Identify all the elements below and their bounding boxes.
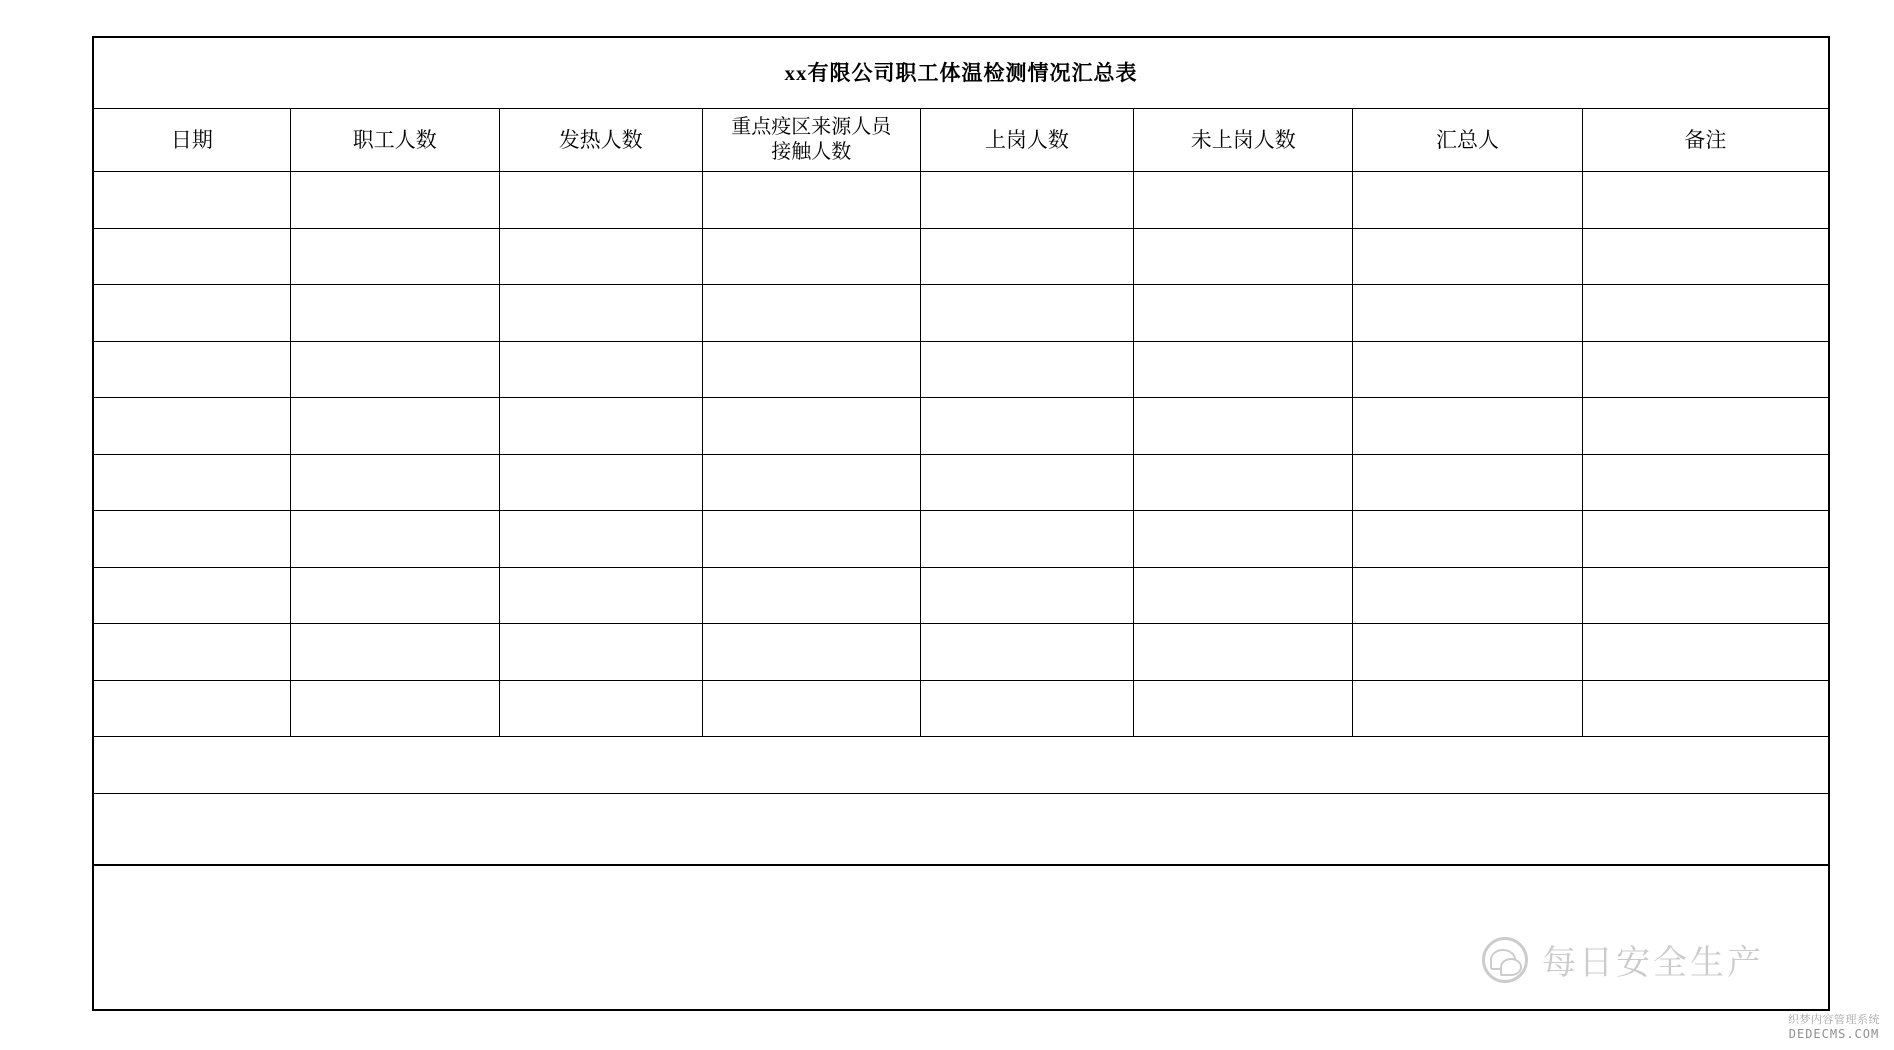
cell-off-duty-count[interactable] bbox=[1134, 624, 1353, 681]
footer-signature-area[interactable] bbox=[93, 794, 1829, 866]
cell-remarks[interactable] bbox=[1582, 228, 1829, 285]
column-header-on-duty-count: 上岗人数 bbox=[920, 109, 1133, 172]
cell-date[interactable] bbox=[93, 285, 290, 342]
table-row[interactable] bbox=[93, 341, 1829, 398]
watermark-label: 每日安全生产 bbox=[1542, 943, 1764, 983]
cell-off-duty-count[interactable] bbox=[1134, 341, 1353, 398]
cell-remarks[interactable] bbox=[1582, 567, 1829, 624]
cell-employee-count[interactable] bbox=[290, 228, 499, 285]
temperature-summary-table bbox=[92, 36, 1830, 866]
table-row[interactable] bbox=[93, 680, 1829, 737]
cell-off-duty-count[interactable] bbox=[1134, 285, 1353, 342]
cell-summarizer[interactable] bbox=[1353, 624, 1582, 681]
cell-on-duty-count[interactable] bbox=[920, 285, 1133, 342]
cell-summarizer[interactable] bbox=[1353, 454, 1582, 511]
cell-on-duty-count[interactable] bbox=[920, 398, 1133, 455]
column-header-employee-count: 职工人数 bbox=[290, 109, 499, 172]
cell-off-duty-count[interactable] bbox=[1134, 511, 1353, 568]
cell-fever-count[interactable] bbox=[499, 567, 702, 624]
cell-epidemic-contact-count[interactable] bbox=[702, 567, 920, 624]
cell-employee-count[interactable] bbox=[290, 511, 499, 568]
cell-fever-count[interactable] bbox=[499, 454, 702, 511]
cell-off-duty-count[interactable] bbox=[1134, 228, 1353, 285]
cell-date[interactable] bbox=[93, 228, 290, 285]
cell-date[interactable] bbox=[93, 624, 290, 681]
cell-on-duty-count[interactable] bbox=[920, 454, 1133, 511]
cell-fever-count[interactable] bbox=[499, 398, 702, 455]
column-header-date: 日期 bbox=[93, 109, 290, 172]
column-header-summarizer: 汇总人 bbox=[1353, 109, 1582, 172]
footer-row[interactable] bbox=[93, 794, 1829, 866]
cell-summarizer[interactable] bbox=[1353, 228, 1582, 285]
cell-summarizer[interactable] bbox=[1353, 341, 1582, 398]
table-row[interactable] bbox=[93, 228, 1829, 285]
cell-employee-count[interactable] bbox=[290, 567, 499, 624]
cell-remarks[interactable] bbox=[1582, 680, 1829, 737]
cell-epidemic-contact-count[interactable] bbox=[702, 228, 920, 285]
table-row[interactable] bbox=[93, 398, 1829, 455]
cell-remarks[interactable] bbox=[1582, 454, 1829, 511]
cell-date[interactable] bbox=[93, 567, 290, 624]
footer-note-area[interactable] bbox=[93, 737, 1829, 794]
cell-remarks[interactable] bbox=[1582, 172, 1829, 229]
cell-off-duty-count[interactable] bbox=[1134, 454, 1353, 511]
column-header-epidemic-contact-count bbox=[702, 109, 920, 172]
cell-fever-count[interactable] bbox=[499, 341, 702, 398]
cell-employee-count[interactable] bbox=[290, 172, 499, 229]
cms-credit bbox=[1788, 1013, 1880, 1042]
cell-on-duty-count[interactable] bbox=[920, 341, 1133, 398]
cms-credit-en: DEDECMS.COM bbox=[1788, 1027, 1880, 1041]
cell-date[interactable] bbox=[93, 680, 290, 737]
cell-epidemic-contact-count[interactable] bbox=[702, 454, 920, 511]
cell-off-duty-count[interactable] bbox=[1134, 567, 1353, 624]
cell-employee-count[interactable] bbox=[290, 680, 499, 737]
table-row[interactable] bbox=[93, 511, 1829, 568]
cell-on-duty-count[interactable] bbox=[920, 567, 1133, 624]
column-header-fever-count: 发热人数 bbox=[499, 109, 702, 172]
column-header-epidemic-contact-line2: 接触人数 bbox=[771, 141, 852, 163]
cell-on-duty-count[interactable] bbox=[920, 228, 1133, 285]
cell-on-duty-count[interactable] bbox=[920, 680, 1133, 737]
cell-summarizer[interactable] bbox=[1353, 285, 1582, 342]
cell-fever-count[interactable] bbox=[499, 285, 702, 342]
cell-on-duty-count[interactable] bbox=[920, 511, 1133, 568]
cell-date[interactable] bbox=[93, 454, 290, 511]
table-row[interactable] bbox=[93, 454, 1829, 511]
footer-row[interactable] bbox=[93, 737, 1829, 794]
cell-summarizer[interactable] bbox=[1353, 567, 1582, 624]
cell-remarks[interactable] bbox=[1582, 624, 1829, 681]
table-header-row bbox=[93, 109, 1829, 172]
column-header-remarks: 备注 bbox=[1582, 109, 1829, 172]
table-row[interactable] bbox=[93, 624, 1829, 681]
table-row[interactable] bbox=[93, 285, 1829, 342]
cms-credit-cn: 织梦内容管理系统 bbox=[1788, 1013, 1880, 1027]
page-title: xx有限公司职工体温检测情况汇总表 bbox=[93, 37, 1829, 109]
table-row[interactable] bbox=[93, 172, 1829, 229]
cell-epidemic-contact-count[interactable] bbox=[702, 285, 920, 342]
cell-epidemic-contact-count[interactable] bbox=[702, 341, 920, 398]
cell-date[interactable] bbox=[93, 341, 290, 398]
cell-fever-count[interactable] bbox=[499, 228, 702, 285]
cell-remarks[interactable] bbox=[1582, 341, 1829, 398]
cell-employee-count[interactable] bbox=[290, 285, 499, 342]
cell-employee-count[interactable] bbox=[290, 454, 499, 511]
cell-summarizer[interactable] bbox=[1353, 680, 1582, 737]
title-row bbox=[93, 37, 1829, 109]
cell-off-duty-count[interactable] bbox=[1134, 172, 1353, 229]
table-row[interactable] bbox=[93, 567, 1829, 624]
cell-employee-count[interactable] bbox=[290, 398, 499, 455]
cell-employee-count[interactable] bbox=[290, 624, 499, 681]
cell-fever-count[interactable] bbox=[499, 172, 702, 229]
cell-remarks[interactable] bbox=[1582, 511, 1829, 568]
cell-employee-count[interactable] bbox=[290, 341, 499, 398]
cell-summarizer[interactable] bbox=[1353, 398, 1582, 455]
cell-summarizer[interactable] bbox=[1353, 172, 1582, 229]
cell-fever-count[interactable] bbox=[499, 511, 702, 568]
cell-epidemic-contact-count[interactable] bbox=[702, 172, 920, 229]
cell-summarizer[interactable] bbox=[1353, 511, 1582, 568]
cell-epidemic-contact-count[interactable] bbox=[702, 398, 920, 455]
column-header-epidemic-contact-line1: 重点疫区来源人员 bbox=[731, 116, 892, 138]
cell-date[interactable] bbox=[93, 511, 290, 568]
cell-date[interactable] bbox=[93, 172, 290, 229]
cell-on-duty-count[interactable] bbox=[920, 172, 1133, 229]
cell-remarks[interactable] bbox=[1582, 285, 1829, 342]
column-header-off-duty-count: 未上岗人数 bbox=[1134, 109, 1353, 172]
cell-on-duty-count[interactable] bbox=[920, 624, 1133, 681]
cell-off-duty-count[interactable] bbox=[1134, 398, 1353, 455]
cell-date[interactable] bbox=[93, 398, 290, 455]
cell-epidemic-contact-count[interactable] bbox=[702, 624, 920, 681]
cell-remarks[interactable] bbox=[1582, 398, 1829, 455]
cell-epidemic-contact-count[interactable] bbox=[702, 680, 920, 737]
cell-fever-count[interactable] bbox=[499, 680, 702, 737]
cell-fever-count[interactable] bbox=[499, 624, 702, 681]
cell-epidemic-contact-count[interactable] bbox=[702, 511, 920, 568]
cell-off-duty-count[interactable] bbox=[1134, 680, 1353, 737]
